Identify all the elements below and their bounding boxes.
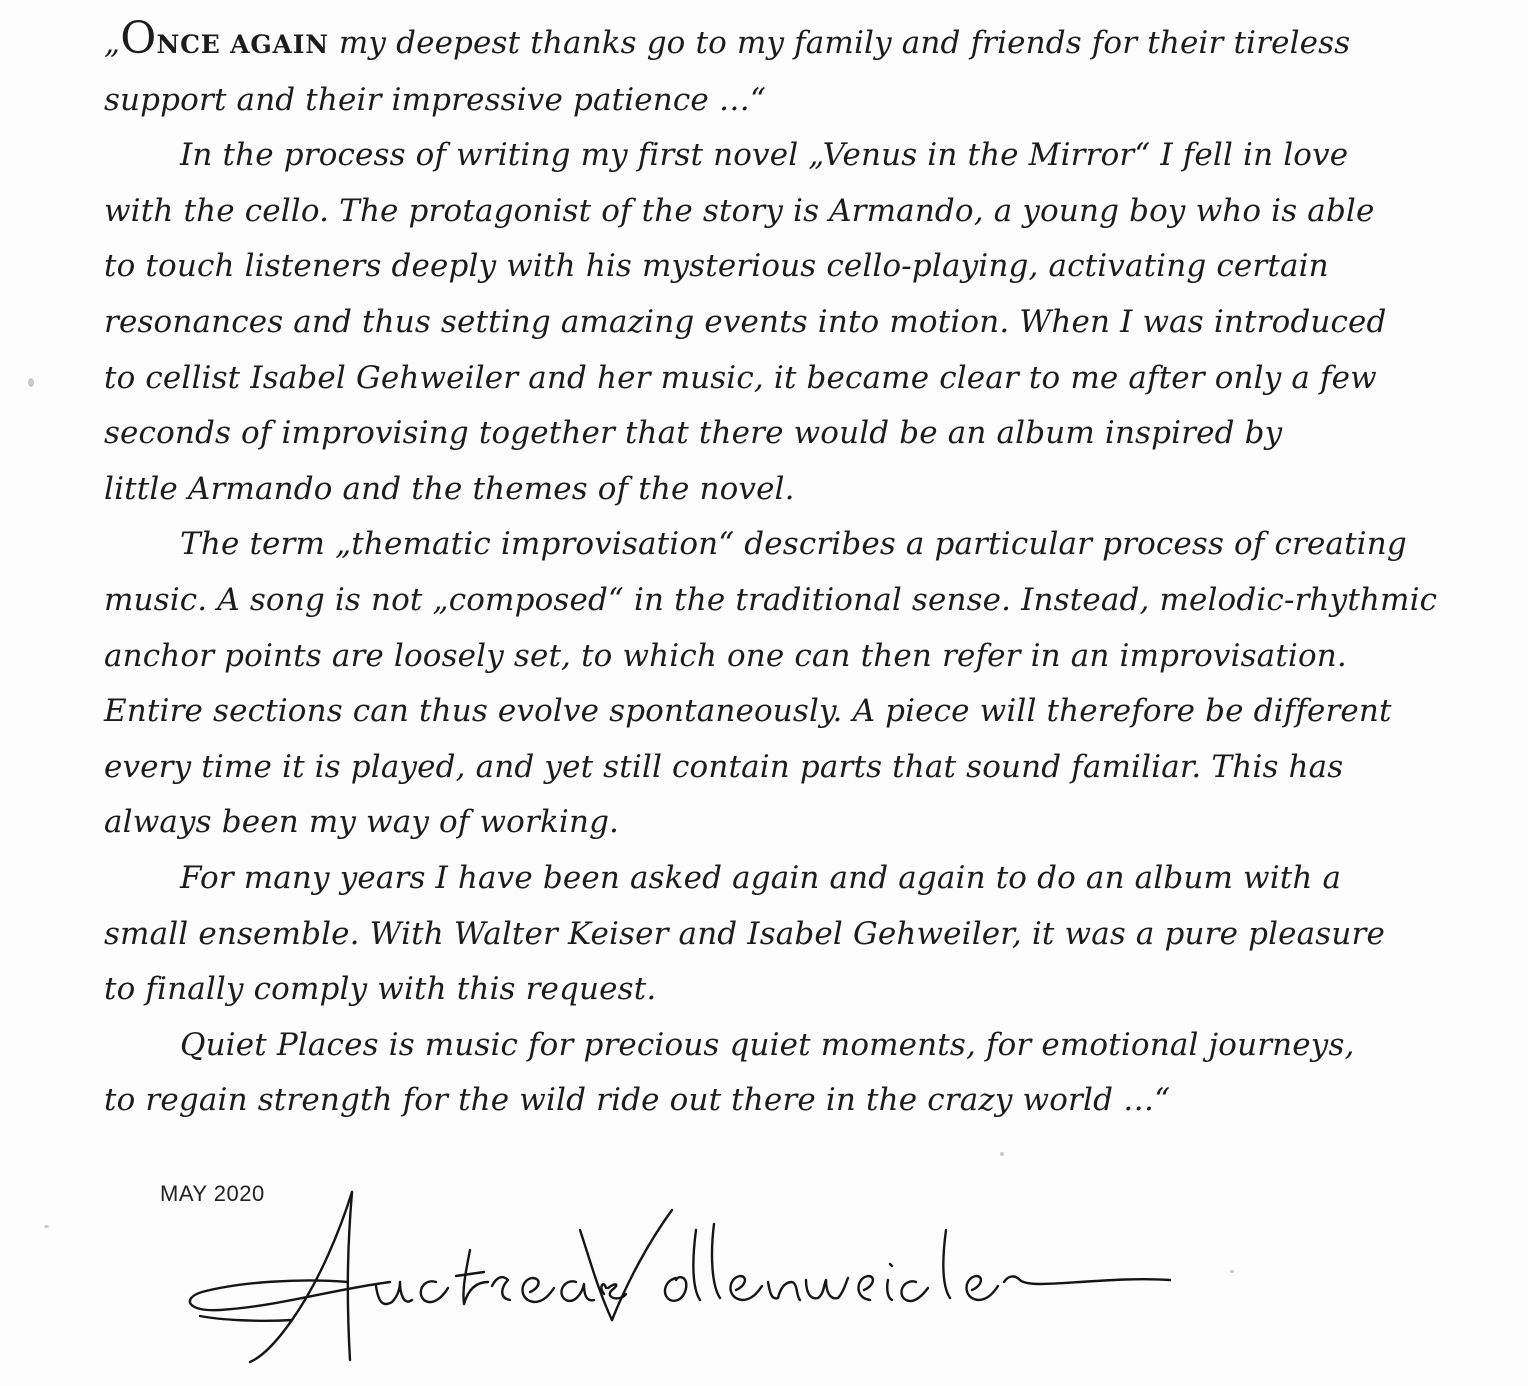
letter-date: MAY 2020 xyxy=(160,1181,265,1206)
paragraph-2-line-7: little Armando and the themes of the novel. xyxy=(104,470,795,507)
paragraph-1-line-1 xyxy=(104,13,1522,73)
paragraph-1-text: my deepest thanks go to my family and friends for their tireless xyxy=(328,25,1351,61)
paragraph-2-line-3: to touch listeners deeply with his mysterious cello-playing, activating certain xyxy=(104,248,1329,285)
paragraph-2-line-5: to cellist Isabel Gehweiler and her music, it became clear to me after only a few xyxy=(104,359,1377,396)
paragraph-3-line-3: anchor points are loosely set, to which one can then refer in an improvisation. xyxy=(104,637,1347,674)
paragraph-2-line-6: seconds of improvising together that there would be an album inspired by xyxy=(104,415,1283,452)
paragraph-3-line-6: always been my way of working. xyxy=(104,804,620,841)
paragraph-3-line-1: The term „thematic improvisation“ describes a particular process of creating xyxy=(180,526,1407,563)
opening-quote: „ xyxy=(104,25,121,61)
small-caps-lead: NCE AGAIN xyxy=(156,30,329,59)
scan-speck xyxy=(28,378,34,387)
paragraph-2-line-2: with the cello. The protagonist of the story is Armando, a young boy who is able xyxy=(104,192,1375,229)
paragraph-2-line-4: resonances and thus setting amazing events into motion. When I was introduced xyxy=(104,303,1387,340)
paragraph-4-line-2: small ensemble. With Walter Keiser and Isabel Gehweiler, it was a pure pleasure xyxy=(104,915,1385,952)
paragraph-5-line-1: Quiet Places is music for precious quiet moments, for emotional journeys, xyxy=(180,1026,1355,1063)
scan-speck xyxy=(1230,1270,1234,1273)
paragraph-3-line-2: music. A song is not „composed“ in the traditional sense. Instead, melodic-rhythmic xyxy=(104,581,1438,618)
paragraph-2-line-1: In the process of writing my first novel „Venus in the Mirror“ I fell in love xyxy=(180,137,1349,174)
paragraph-1-line-2: support and their impressive patience …“ xyxy=(104,81,767,118)
paragraph-5-line-2: to regain strength for the wild ride out there in the crazy world …“ xyxy=(104,1082,1171,1119)
drop-cap: O xyxy=(120,13,157,64)
scan-speck xyxy=(1000,1152,1004,1156)
paragraph-3-line-5: every time it is played, and yet still contain parts that sound familiar. This has xyxy=(104,748,1344,785)
letter-body xyxy=(104,13,1522,1129)
paragraph-3-line-4: Entire sections can thus evolve spontaneously. A piece will therefore be different xyxy=(104,693,1392,730)
paragraph-4-line-1: For many years I have been asked again and again to do an album with a xyxy=(180,859,1342,896)
signature xyxy=(180,1170,1180,1370)
paragraph-4-line-3: to finally comply with this request. xyxy=(104,971,657,1008)
scan-speck xyxy=(44,1225,49,1228)
